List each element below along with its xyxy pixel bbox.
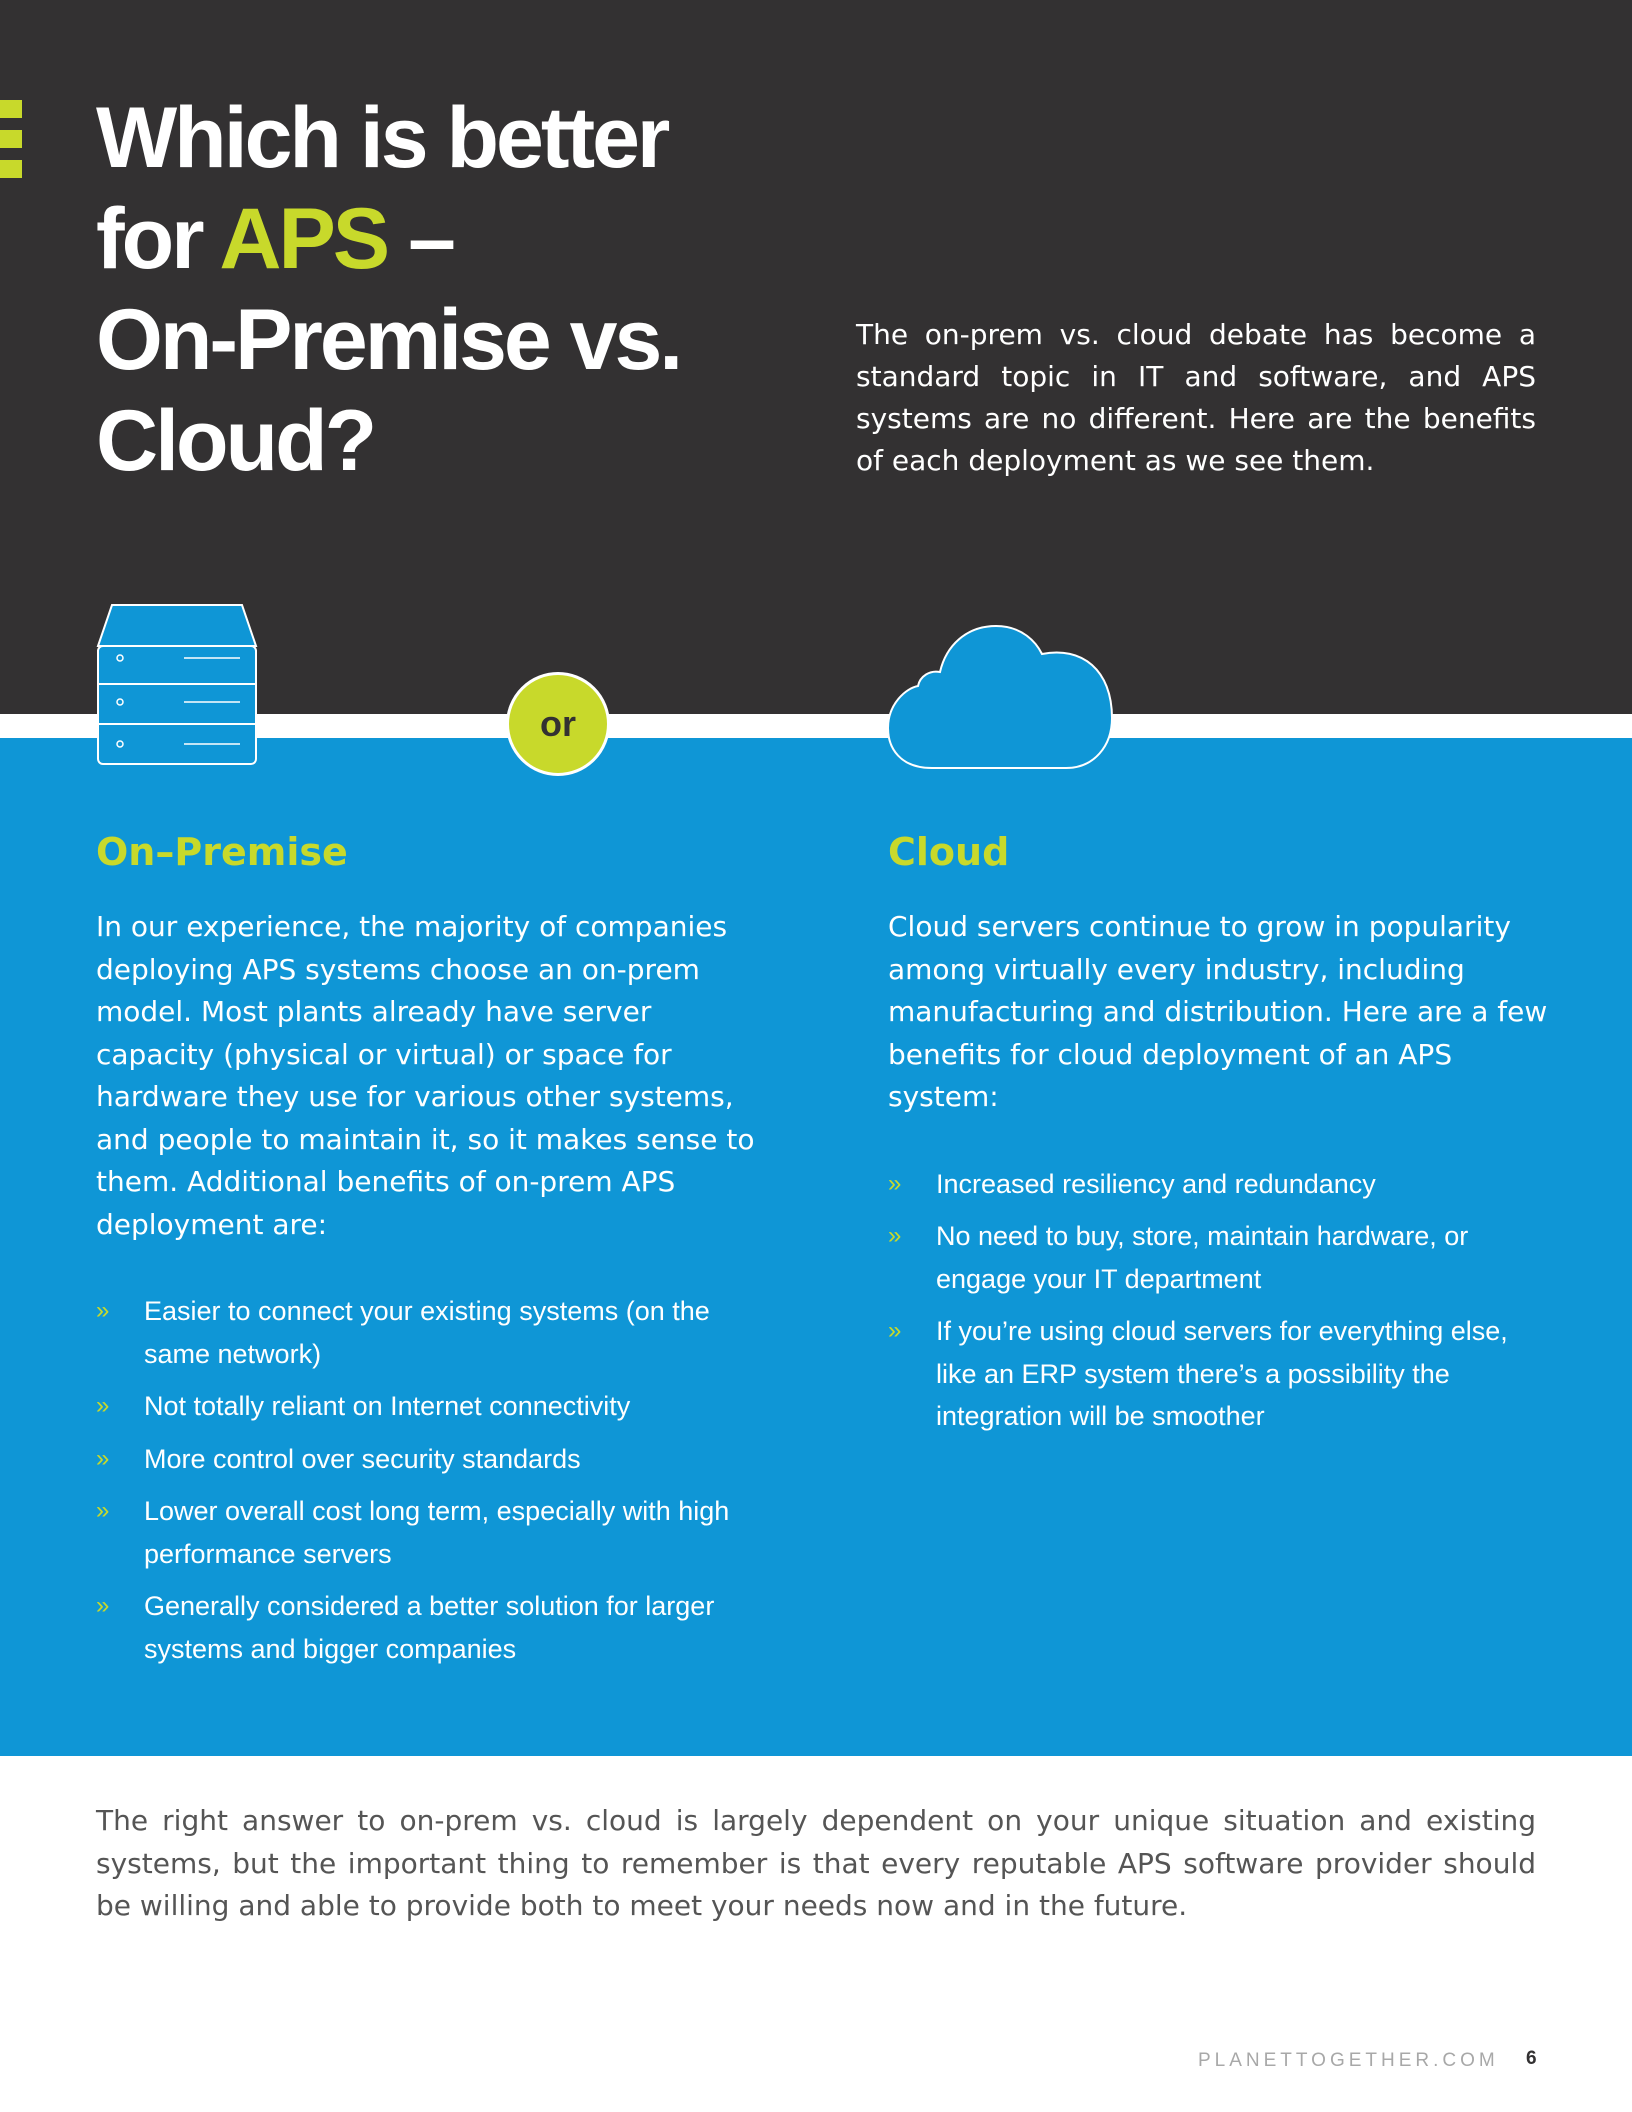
list-item-text: Lower overall cost long term, especially with high performance servers — [144, 1496, 730, 1569]
bullet-chevron: » — [888, 1222, 902, 1249]
list-item-text: No need to buy, store, maintain hardware, or engage your IT department — [936, 1221, 1469, 1294]
title-text: – — [387, 191, 453, 287]
title-line — [96, 189, 816, 290]
bullet-chevron: » — [96, 1444, 110, 1472]
on-premise-column — [96, 822, 756, 1680]
on-premise-benefits — [96, 1290, 756, 1670]
page-title — [96, 88, 816, 492]
accent-bar — [0, 160, 22, 178]
title-highlight: APS — [219, 191, 388, 287]
list-item-text: Generally considered a better solution for larger systems and bigger companies — [144, 1591, 715, 1664]
list-item-text: Increased resiliency and redundancy — [936, 1168, 1376, 1199]
bullet-chevron: » — [96, 1297, 110, 1324]
cloud-body: Cloud servers continue to grow in popularity among virtually every industry, including manufacturing and distribution. Here are a few benefits for cloud deployment of an APS system: — [888, 910, 1548, 1113]
accent-bar — [0, 100, 22, 118]
list-item — [96, 1585, 756, 1670]
conclusion-paragraph: The right answer to on-prem vs. cloud is largely dependent on your unique situation and existing systems, but the important thing to remember is that every reputable APS software provider should be willing and able to provide both to meet your needs now and in the future. — [96, 1804, 1536, 1922]
footer-site-link[interactable]: PLANETTOGETHER.COM — [1198, 2050, 1499, 2071]
bullet-chevron: » — [888, 1169, 902, 1197]
cloud-column — [888, 822, 1548, 1448]
intro-paragraph: The on-prem vs. cloud debate has become a standard topic in IT and software, and APS systems are no different. Here are the benefits of each deployment as we see them. — [856, 318, 1536, 477]
list-item — [96, 1385, 756, 1428]
list-item — [888, 1310, 1548, 1438]
on-premise-heading: On–Premise — [96, 830, 348, 874]
list-item — [96, 1438, 756, 1481]
list-item-text: Easier to connect your existing systems (on the same network) — [144, 1296, 710, 1369]
title-line: Which is better — [96, 90, 668, 186]
page-number: 6 — [1526, 2048, 1537, 2069]
title-line: Cloud? — [96, 393, 375, 489]
list-item — [96, 1290, 756, 1375]
title-text: for — [96, 191, 220, 287]
list-item-text: More control over security standards — [144, 1443, 581, 1474]
title-line: On-Premise vs. — [96, 292, 681, 388]
accent-bars — [0, 100, 22, 190]
bullet-chevron: » — [96, 1497, 110, 1524]
list-item-text: If you’re using cloud servers for everything else, like an ERP system there’s a possibility the integration will be smoother — [936, 1316, 1508, 1431]
cloud-icon — [884, 622, 1116, 775]
server-icon — [94, 602, 260, 773]
on-premise-body: In our experience, the majority of companies deploying APS systems choose an on-prem model. Most plants already have server capacity (physical or virtual) or space for hardware they use for various other systems, and people to maintain it, so it makes sense to them. Additional benefits of on-prem APS deployment are: — [96, 910, 755, 1241]
list-item — [96, 1490, 756, 1575]
cloud-heading: Cloud — [888, 830, 1010, 874]
list-item-text: Not totally reliant on Internet connectivity — [144, 1391, 631, 1421]
bullet-chevron: » — [96, 1592, 110, 1619]
list-item — [888, 1215, 1548, 1300]
cloud-benefits — [888, 1163, 1548, 1438]
accent-bar — [0, 130, 22, 148]
or-badge: or — [506, 672, 610, 776]
list-item — [888, 1163, 1548, 1206]
bullet-chevron: » — [888, 1317, 902, 1344]
bullet-chevron: » — [96, 1392, 110, 1419]
